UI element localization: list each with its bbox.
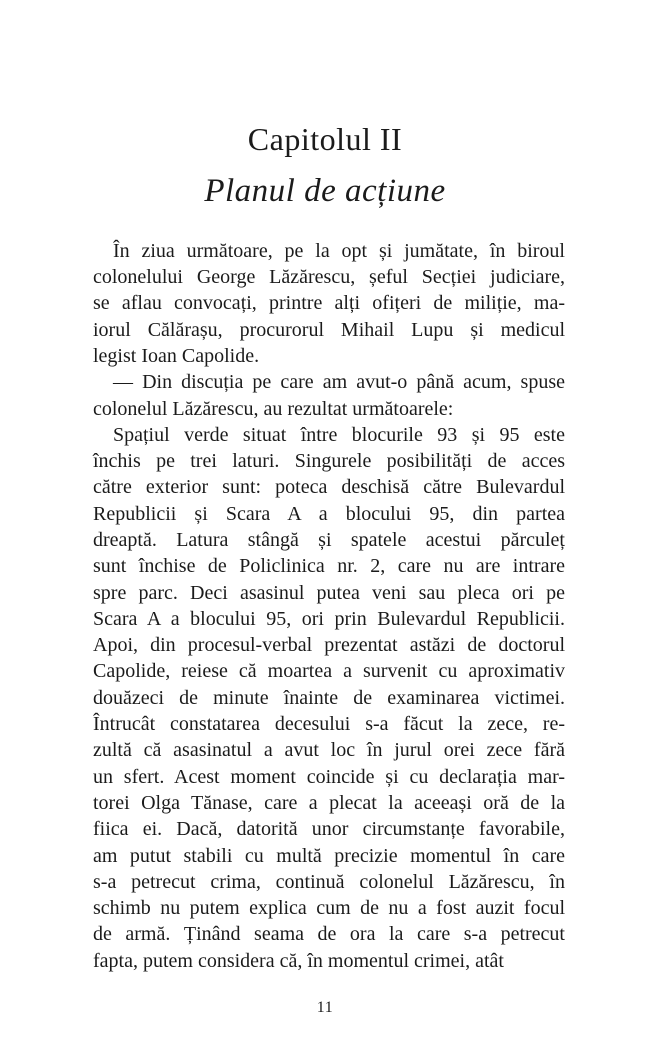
text-line: se aflau convocați, printre alți ofițeri de miliție, ma- xyxy=(93,292,565,315)
paragraph xyxy=(93,369,565,422)
text-line: închis pe trei laturi. Singurele posibilități de acces xyxy=(93,450,565,473)
text-line: de armă. Ținând seama de ora la care s-a petrecut xyxy=(93,923,565,946)
text-line: colonelul Lăzărescu, au rezultat următoarele: xyxy=(93,397,454,420)
text-line: am putut stabili cu multă precizie momentul în care xyxy=(93,844,565,867)
text-line: spre parc. Deci asasinul putea veni sau pleca ori pe xyxy=(93,581,565,604)
text-line: torei Olga Tănase, care a plecat la aceeași oră de la xyxy=(93,791,565,814)
text-line: Apoi, din procesul-verbal prezentat astăzi de doctorul xyxy=(93,634,565,657)
chapter-subtitle: Planul de acțiune xyxy=(204,172,446,209)
paragraph xyxy=(93,422,565,974)
paragraph xyxy=(93,238,565,369)
text-line: În ziua următoare, pe la opt și jumătate, în biroul xyxy=(113,239,565,262)
text-line: schimb nu putem explica cum de nu a fost auzit focul xyxy=(93,897,565,920)
text-line: s-a petrecut crima, continuă colonelul Lăzărescu, în xyxy=(93,870,565,893)
text-line: iorul Călărașu, procurorul Mihail Lupu și medicul xyxy=(93,318,565,341)
text-line: legist Ioan Capolide. xyxy=(93,344,260,367)
text-line: — Din discuția pe care am avut-o până acum, spuse xyxy=(113,371,565,394)
page-number: 11 xyxy=(316,999,334,1016)
text-line: Capolide, reiese că moartea a survenit cu aproximativ xyxy=(93,660,565,683)
text-line: sunt închise de Policlinica nr. 2, care nu are intrare xyxy=(93,555,565,578)
text-line: Spațiul verde situat între blocurile 93 și 95 este xyxy=(113,423,565,446)
text-line: douăzeci de minute înainte de examinarea victimei. xyxy=(93,686,565,709)
text-line: zultă că asasinatul a avut loc în jurul orei zece fără xyxy=(93,739,565,762)
text-line: fiica ei. Dacă, datorită unor circumstanțe favorabile, xyxy=(93,818,565,841)
text-line: fapta, putem considera că, în momentul crimei, atât xyxy=(93,949,504,972)
text-body xyxy=(93,238,565,974)
text-line: dreaptă. Latura stângă și spatele acestui părculeț xyxy=(93,529,565,551)
chapter-title: Capitolul II xyxy=(247,121,403,157)
text-line: Republicii și Scara A a blocului 95, din partea xyxy=(93,502,565,525)
text-line: Scara A a blocului 95, ori prin Bulevardul Republicii. xyxy=(93,607,565,630)
text-line: un sfert. Acest moment coincide și cu declarația mar- xyxy=(93,765,565,788)
text-line: Întrucât constatarea decesului s-a făcut la zece, re- xyxy=(93,713,565,736)
text-line: colonelului George Lăzărescu, șeful Secției judiciare, xyxy=(93,266,565,289)
text-line: către exterior sunt: poteca deschisă către Bulevardul xyxy=(93,476,565,499)
